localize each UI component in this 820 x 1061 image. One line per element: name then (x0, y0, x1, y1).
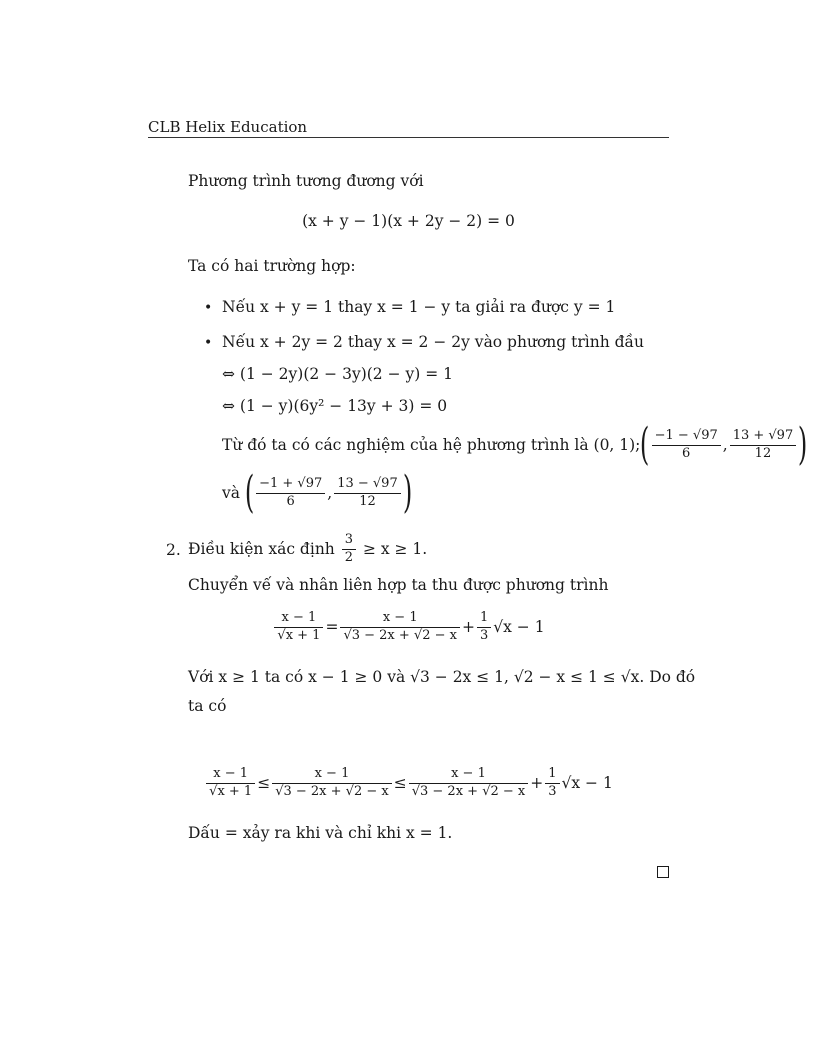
ineq-lhs-den: √x + 1 (209, 783, 253, 799)
sol2-y-num: 13 − √97 (334, 476, 401, 493)
equivalence-1: ⇔ (1 − 2y)(2 − 3y)(2 − y) = 1 (222, 365, 454, 383)
equivalence-2: ⇔ (1 − y)(6y² − 13y + 3) = 0 (222, 397, 448, 415)
domain-line (188, 527, 427, 571)
sol1-y (730, 428, 797, 462)
eq1-lhs-den: √x + 1 (277, 627, 321, 643)
domain-text: Điều kiện xác định (188, 540, 335, 558)
eq1-lhs (274, 610, 323, 644)
solutions-intro: Từ đó ta có các nghiệm của hệ phương trình là (0, 1); (222, 436, 641, 454)
sol2-x-den: 6 (286, 493, 295, 509)
conjugate-equation (148, 604, 669, 650)
domain-frac (342, 532, 356, 566)
eq1-lhs-num: x − 1 (274, 610, 323, 627)
eq1-third-num: 1 (477, 610, 491, 627)
case-2: Nếu x + 2y = 2 thay x = 2 − 2y vào phương trình đầu (222, 333, 645, 351)
ineq-mid-den: √3 − 2x + √2 − x (275, 783, 389, 799)
ineq-third-den: 3 (548, 783, 557, 799)
ineq-root: √x − 1 (561, 774, 613, 792)
sol2-x-num: −1 + √97 (256, 476, 325, 493)
ineq-le-1: ≤ (257, 774, 271, 792)
item-2-number: 2. (166, 541, 181, 559)
sol1-x-num: −1 − √97 (652, 428, 721, 445)
qed-box (657, 866, 669, 878)
solutions-line: Từ đó ta có các nghiệm của hệ phương trình là (0, 1); ( $\frac{-1 - √97}{6}$ , $\frac{13 + √97}{12}$ ) (222, 419, 808, 470)
eq1-rhs (340, 610, 460, 644)
ineq-mid (272, 766, 392, 800)
domain-num: 3 (342, 532, 356, 549)
case-1: Nếu x + y = 1 thay x = 1 − y ta giải ra được y = 1 (222, 298, 616, 316)
eq1-third-den: 3 (479, 627, 489, 643)
eq1-rhs-num: x − 1 (340, 610, 460, 627)
cases-line: Ta có hai trường hợp: (188, 257, 356, 275)
eq1-third (477, 610, 491, 644)
sol2-y (334, 476, 401, 510)
domain-rest: ≥ x ≥ 1. (362, 540, 428, 558)
sol2-y-den: 12 (359, 493, 376, 509)
intro-line: Phương trình tương đương với (188, 172, 424, 190)
ineq-mid-num: x − 1 (272, 766, 392, 783)
header-rule (148, 137, 669, 138)
bullet-2: • (204, 335, 213, 351)
ineq-rhs-num: x − 1 (409, 766, 529, 783)
eq1-rhs-den: √3 − 2x + √2 − x (343, 627, 457, 643)
paren-close-2: ) (402, 467, 413, 518)
ineq-rhs (409, 766, 529, 800)
ineq-third-num: 1 (545, 766, 559, 783)
sol2-x (256, 476, 325, 510)
ineq-third (545, 766, 559, 800)
equality-line: Dấu = xảy ra khi và chỉ khi x = 1. (188, 824, 453, 842)
and-word: và (222, 484, 240, 502)
inequality-chain (148, 760, 669, 806)
eq1-plus: + (461, 618, 475, 636)
paren-open-2: ( (244, 467, 255, 518)
page-header: CLB Helix Education (148, 118, 308, 136)
eq1-equals: = (325, 618, 339, 636)
sol1-x-den: 6 (682, 445, 691, 461)
ineq-rhs-den: √3 − 2x + √2 − x (411, 783, 526, 799)
paren-close: ) (798, 419, 808, 470)
sol1-y-den: 12 (754, 445, 772, 461)
with-line-2: ta có (188, 697, 227, 715)
ineq-lhs-num: x − 1 (206, 766, 255, 783)
domain-den: 2 (344, 549, 353, 565)
paren-open: ( (640, 419, 650, 470)
sol1-x (652, 428, 721, 462)
bullet-1: • (204, 300, 213, 316)
eq1-root: √x − 1 (493, 618, 545, 636)
factored-equation: (x + y − 1)(x + 2y − 2) = 0 (302, 212, 515, 230)
ineq-plus: + (530, 774, 544, 792)
ineq-le-2: ≤ (393, 774, 407, 792)
ineq-lhs (206, 766, 255, 800)
solutions-line-2: và ( $\frac{-1 + √97}{6}$ , $\frac{13 - √97}{12}$ ) (222, 467, 413, 518)
with-line-1: Với x ≥ 1 ta có x − 1 ≥ 0 và √3 − 2x ≤ 1, √2 − x ≤ 1 ≤ √x. Do đó (188, 668, 696, 686)
conjugate-line: Chuyển vế và nhân liên hợp ta thu được phương trình (188, 576, 609, 594)
sol1-y-num: 13 + √97 (730, 428, 797, 445)
